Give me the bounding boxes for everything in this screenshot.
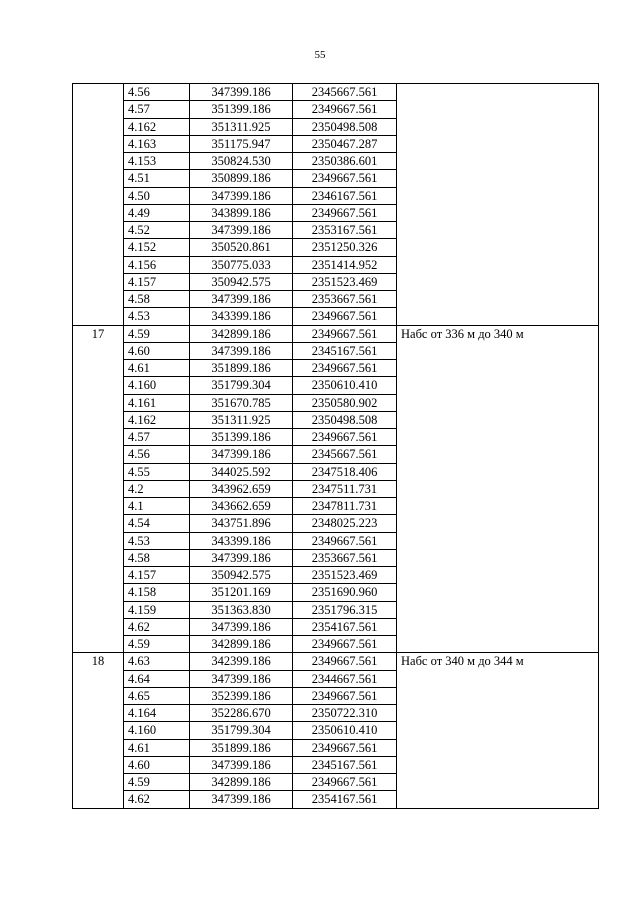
- x-coordinate-cell: 343962.659: [190, 480, 293, 497]
- y-coordinate-cell: 2349667.561: [293, 532, 397, 549]
- x-coordinate-cell: 351175.947: [190, 135, 293, 152]
- point-id-cell: 4.60: [124, 342, 190, 359]
- y-coordinate-cell: 2349667.561: [293, 429, 397, 446]
- point-id-cell: 4.161: [124, 394, 190, 411]
- point-id-cell: 4.63: [124, 653, 190, 670]
- group-note-cell: Набс от 336 м до 340 м: [397, 325, 599, 653]
- point-id-cell: 4.160: [124, 377, 190, 394]
- x-coordinate-cell: 347399.186: [190, 222, 293, 239]
- y-coordinate-cell: 2347811.731: [293, 498, 397, 515]
- y-coordinate-cell: 2349667.561: [293, 774, 397, 791]
- point-id-cell: 4.58: [124, 549, 190, 566]
- point-id-cell: 4.58: [124, 291, 190, 308]
- y-coordinate-cell: 2350498.508: [293, 118, 397, 135]
- point-id-cell: 4.57: [124, 429, 190, 446]
- y-coordinate-cell: 2347511.731: [293, 480, 397, 497]
- y-coordinate-cell: 2350386.601: [293, 153, 397, 170]
- y-coordinate-cell: 2347518.406: [293, 463, 397, 480]
- x-coordinate-cell: 344025.592: [190, 463, 293, 480]
- x-coordinate-cell: 347399.186: [190, 342, 293, 359]
- point-id-cell: 4.157: [124, 567, 190, 584]
- point-id-cell: 4.59: [124, 774, 190, 791]
- x-coordinate-cell: 351399.186: [190, 429, 293, 446]
- y-coordinate-cell: 2346167.561: [293, 187, 397, 204]
- point-id-cell: 4.158: [124, 584, 190, 601]
- x-coordinate-cell: 351363.830: [190, 601, 293, 618]
- x-coordinate-cell: 347399.186: [190, 756, 293, 773]
- point-id-cell: 4.64: [124, 670, 190, 687]
- point-id-cell: 4.160: [124, 722, 190, 739]
- x-coordinate-cell: 347399.186: [190, 187, 293, 204]
- y-coordinate-cell: 2349667.561: [293, 360, 397, 377]
- point-id-cell: 4.65: [124, 687, 190, 704]
- x-coordinate-cell: 352286.670: [190, 705, 293, 722]
- x-coordinate-cell: 343399.186: [190, 532, 293, 549]
- group-note-cell: Набс от 340 м до 344 м: [397, 653, 599, 808]
- y-coordinate-cell: 2354167.561: [293, 791, 397, 808]
- point-id-cell: 4.55: [124, 463, 190, 480]
- y-coordinate-cell: 2344667.561: [293, 670, 397, 687]
- point-id-cell: 4.1: [124, 498, 190, 515]
- y-coordinate-cell: 2350722.310: [293, 705, 397, 722]
- x-coordinate-cell: 351201.169: [190, 584, 293, 601]
- group-number-cell: 17: [73, 325, 124, 653]
- table-row: [73, 84, 599, 101]
- point-id-cell: 4.60: [124, 756, 190, 773]
- coordinates-table-body: [73, 84, 599, 809]
- x-coordinate-cell: 343751.896: [190, 515, 293, 532]
- x-coordinate-cell: 347399.186: [190, 618, 293, 635]
- y-coordinate-cell: 2345667.561: [293, 84, 397, 101]
- x-coordinate-cell: 347399.186: [190, 549, 293, 566]
- point-id-cell: 4.56: [124, 84, 190, 101]
- y-coordinate-cell: 2350610.410: [293, 377, 397, 394]
- y-coordinate-cell: 2351796.315: [293, 601, 397, 618]
- x-coordinate-cell: 343662.659: [190, 498, 293, 515]
- point-id-cell: 4.59: [124, 636, 190, 653]
- y-coordinate-cell: 2350498.508: [293, 411, 397, 428]
- point-id-cell: 4.157: [124, 273, 190, 290]
- point-id-cell: 4.59: [124, 325, 190, 342]
- x-coordinate-cell: 350775.033: [190, 256, 293, 273]
- y-coordinate-cell: 2353667.561: [293, 549, 397, 566]
- x-coordinate-cell: 350942.575: [190, 567, 293, 584]
- point-id-cell: 4.57: [124, 101, 190, 118]
- x-coordinate-cell: 351799.304: [190, 377, 293, 394]
- x-coordinate-cell: 342899.186: [190, 325, 293, 342]
- y-coordinate-cell: 2351250.326: [293, 239, 397, 256]
- point-id-cell: 4.56: [124, 446, 190, 463]
- x-coordinate-cell: 343399.186: [190, 308, 293, 325]
- point-id-cell: 4.162: [124, 411, 190, 428]
- coordinates-table: [72, 83, 599, 809]
- point-id-cell: 4.49: [124, 204, 190, 221]
- y-coordinate-cell: 2354167.561: [293, 618, 397, 635]
- x-coordinate-cell: 347399.186: [190, 791, 293, 808]
- x-coordinate-cell: 347399.186: [190, 291, 293, 308]
- point-id-cell: 4.163: [124, 135, 190, 152]
- x-coordinate-cell: 351799.304: [190, 722, 293, 739]
- point-id-cell: 4.52: [124, 222, 190, 239]
- y-coordinate-cell: 2349667.561: [293, 170, 397, 187]
- x-coordinate-cell: 347399.186: [190, 670, 293, 687]
- y-coordinate-cell: 2345167.561: [293, 756, 397, 773]
- table-row: [73, 325, 599, 342]
- group-number-cell: [73, 84, 124, 326]
- point-id-cell: 4.53: [124, 308, 190, 325]
- point-id-cell: 4.53: [124, 532, 190, 549]
- x-coordinate-cell: 350942.575: [190, 273, 293, 290]
- y-coordinate-cell: 2353167.561: [293, 222, 397, 239]
- x-coordinate-cell: 351311.925: [190, 411, 293, 428]
- x-coordinate-cell: 342899.186: [190, 636, 293, 653]
- y-coordinate-cell: 2349667.561: [293, 204, 397, 221]
- y-coordinate-cell: 2349667.561: [293, 739, 397, 756]
- point-id-cell: 4.156: [124, 256, 190, 273]
- x-coordinate-cell: 350824.530: [190, 153, 293, 170]
- point-id-cell: 4.153: [124, 153, 190, 170]
- x-coordinate-cell: 347399.186: [190, 84, 293, 101]
- y-coordinate-cell: 2350610.410: [293, 722, 397, 739]
- x-coordinate-cell: 350520.861: [190, 239, 293, 256]
- y-coordinate-cell: 2349667.561: [293, 636, 397, 653]
- y-coordinate-cell: 2349667.561: [293, 687, 397, 704]
- x-coordinate-cell: 343899.186: [190, 204, 293, 221]
- point-id-cell: 4.164: [124, 705, 190, 722]
- group-number-cell: 18: [73, 653, 124, 808]
- y-coordinate-cell: 2345167.561: [293, 342, 397, 359]
- y-coordinate-cell: 2351523.469: [293, 273, 397, 290]
- y-coordinate-cell: 2351523.469: [293, 567, 397, 584]
- x-coordinate-cell: 351311.925: [190, 118, 293, 135]
- y-coordinate-cell: 2349667.561: [293, 101, 397, 118]
- point-id-cell: 4.152: [124, 239, 190, 256]
- x-coordinate-cell: 352399.186: [190, 687, 293, 704]
- point-id-cell: 4.50: [124, 187, 190, 204]
- x-coordinate-cell: 351399.186: [190, 101, 293, 118]
- point-id-cell: 4.159: [124, 601, 190, 618]
- y-coordinate-cell: 2350580.902: [293, 394, 397, 411]
- point-id-cell: 4.61: [124, 360, 190, 377]
- x-coordinate-cell: 342899.186: [190, 774, 293, 791]
- y-coordinate-cell: 2349667.561: [293, 325, 397, 342]
- point-id-cell: 4.61: [124, 739, 190, 756]
- point-id-cell: 4.2: [124, 480, 190, 497]
- x-coordinate-cell: 342399.186: [190, 653, 293, 670]
- x-coordinate-cell: 351899.186: [190, 739, 293, 756]
- y-coordinate-cell: 2353667.561: [293, 291, 397, 308]
- y-coordinate-cell: 2351414.952: [293, 256, 397, 273]
- x-coordinate-cell: 351899.186: [190, 360, 293, 377]
- point-id-cell: 4.62: [124, 791, 190, 808]
- y-coordinate-cell: 2349667.561: [293, 308, 397, 325]
- point-id-cell: 4.54: [124, 515, 190, 532]
- x-coordinate-cell: 351670.785: [190, 394, 293, 411]
- x-coordinate-cell: 347399.186: [190, 446, 293, 463]
- group-note-cell: [397, 84, 599, 326]
- table-row: [73, 653, 599, 670]
- y-coordinate-cell: 2348025.223: [293, 515, 397, 532]
- point-id-cell: 4.62: [124, 618, 190, 635]
- y-coordinate-cell: 2351690.960: [293, 584, 397, 601]
- y-coordinate-cell: 2349667.561: [293, 653, 397, 670]
- x-coordinate-cell: 350899.186: [190, 170, 293, 187]
- y-coordinate-cell: 2350467.287: [293, 135, 397, 152]
- page-number: 55: [314, 49, 326, 61]
- point-id-cell: 4.162: [124, 118, 190, 135]
- y-coordinate-cell: 2345667.561: [293, 446, 397, 463]
- point-id-cell: 4.51: [124, 170, 190, 187]
